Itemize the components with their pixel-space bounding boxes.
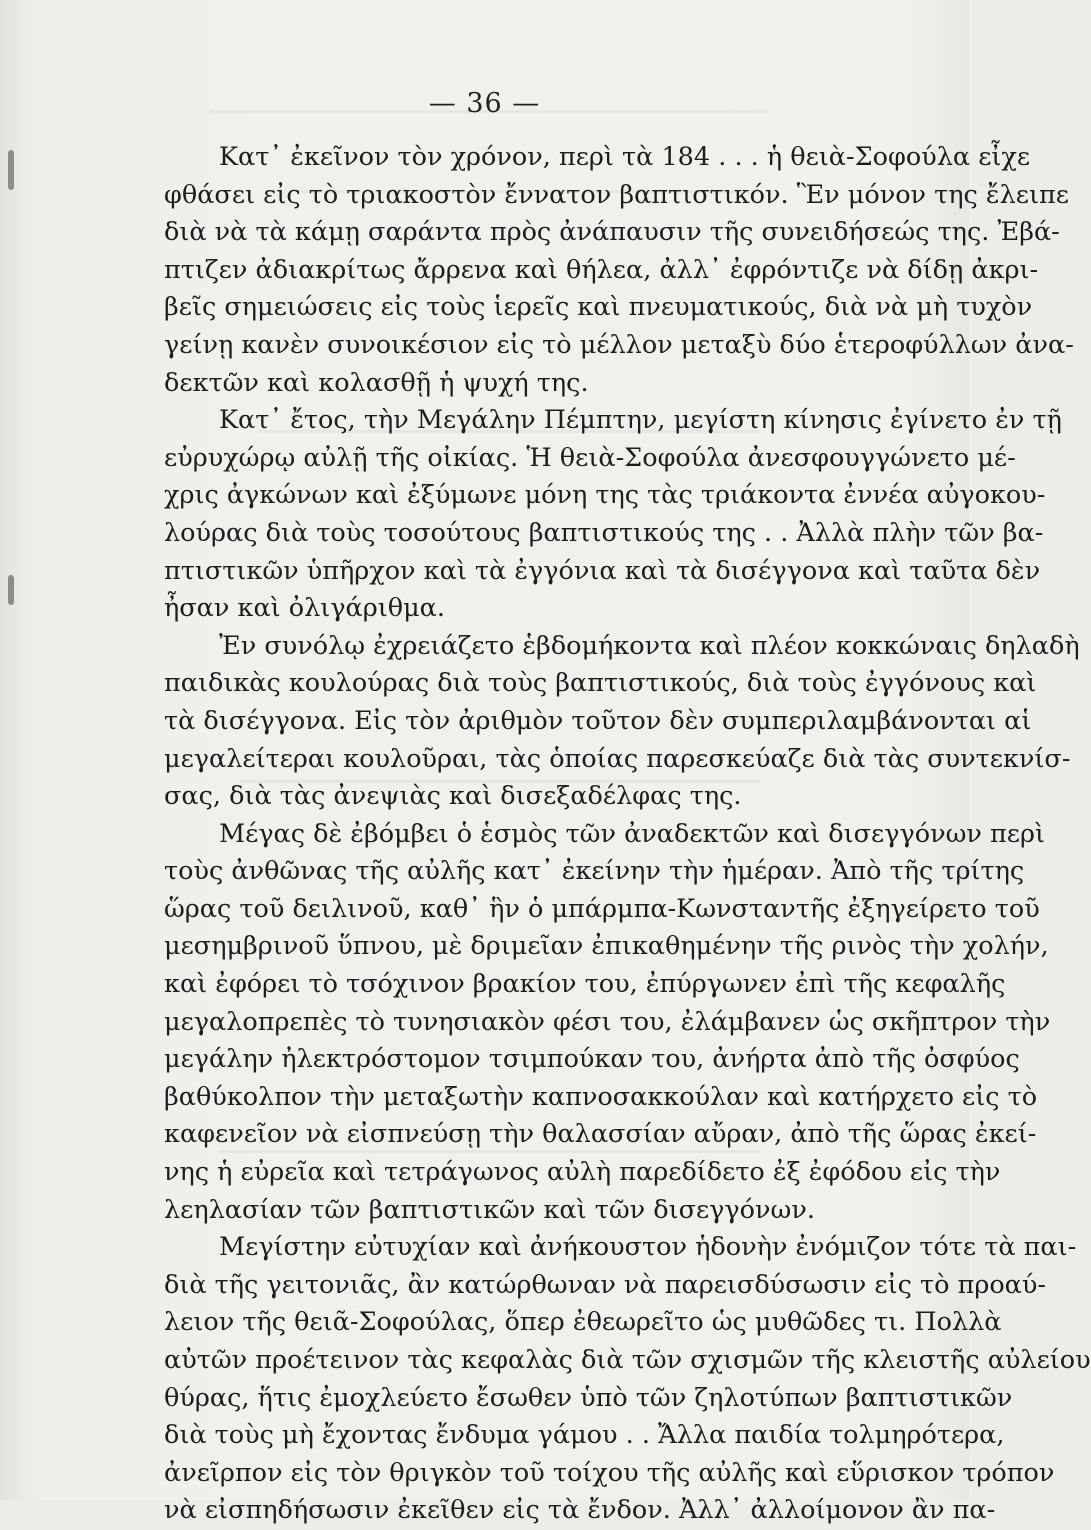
- text-line: θύρας, ἥτις ἐμοχλεύετο ἔσωθεν ὑπὸ τῶν ζηλοτύπων βαπτιστικῶν: [164, 1382, 1013, 1413]
- text-line: εὐρυχώρῳ αὐλῇ τῆς οἰκίας. Ἡ θειὰ-Σοφούλα ἀνεσφουγγώνετο μέ-: [164, 442, 1016, 473]
- text-line: μεσημβρινοῦ ὕπνου, μὲ δριμεῖαν ἐπικαθημένην τῆς ρινὸς τὴν χολήν,: [164, 931, 1049, 962]
- text-line: νὰ εἰσπηδήσωσιν ἐκεῖθεν εἰς τὰ ἔνδον. Ἀλλ᾽ ἀλλοίμονον ἂν πα-: [164, 1495, 996, 1526]
- page-number: — 36 —: [428, 88, 541, 119]
- text-line: ἀνεῖρπον εἰς τὸν θριγκὸν τοῦ τοίχου τῆς αὐλῆς καὶ εὕρισκον τρόπον: [164, 1457, 1055, 1488]
- text-line: σας, διὰ τὰς ἀνεψιὰς καὶ δισεξαδέλφας της.: [164, 781, 742, 812]
- text-line: λούρας διὰ τοὺς τοσούτους βαπτιστικούς της . . Ἀλλὰ πλὴν τῶν βα-: [164, 517, 1044, 548]
- text-line: βεῖς σημειώσεις εἰς τοὺς ἱερεῖς καὶ πνευματικούς, διὰ νὰ μὴ τυχὸν: [164, 292, 1033, 323]
- text-line: Μέγας δὲ ἐβόμβει ὁ ἑσμὸς τῶν ἀναδεκτῶν καὶ δισεγγόνων περὶ: [219, 818, 1045, 849]
- text-line: Ἐν συνόλῳ ἐχρειάζετο ἑβδομήκοντα καὶ πλέον κοκκώναις δηλαδὴ: [219, 630, 1080, 661]
- text-line: βαθύκολπον τὴν μεταξωτὴν καπνοσακκούλαν καὶ κατήρχετο εἰς τὸ: [164, 1081, 1038, 1112]
- text-line: διὰ νὰ τὰ κάμῃ σαράντα πρὸς ἀνάπαυσιν τῆς συνειδήσεώς της. Ἐβά-: [164, 217, 1060, 248]
- binding-shadow-mark: [8, 575, 14, 605]
- text-line: μεγαλοπρεπὲς τὸ τυνησιακὸν φέσι του, ἐλάμβανεν ὡς σκῆπτρον τὴν: [164, 1006, 1051, 1037]
- text-line: πτιζεν ἀδιακρίτως ἄρρενα καὶ θήλεα, ἀλλ᾽ ἐφρόντιζε νὰ δίδῃ ἀκρι-: [164, 254, 1039, 285]
- text-line: χρις ἀγκώνων καὶ ἐξύμωνε μόνη της τὰς τριάκοντα ἐννέα αὐγοκου-: [164, 480, 1046, 511]
- text-line: λεηλασίαν τῶν βαπτιστικῶν καὶ τῶν δισεγγόνων.: [164, 1194, 815, 1225]
- text-line: λειον τῆς θειᾶ-Σοφούλας, ὅπερ ἐθεωρεῖτο ὡς μυθῶδες τι. Πολλὰ: [164, 1307, 1002, 1338]
- text-line: Κατ᾽ ἔτος, τὴν Μεγάλην Πέμπτην, μεγίστη κίνησις ἐγίνετο ἐν τῇ: [219, 405, 1062, 436]
- text-line: καφενεῖον νὰ εἰσπνεύσῃ τὴν θαλασσίαν αὔραν, ἀπὸ τῆς ὥρας ἐκεί-: [164, 1119, 1037, 1150]
- text-line: καὶ ἐφόρει τὸ τσόχινον βρακίον του, ἐπύργωνεν ἐπὶ τῆς κεφαλῆς: [164, 969, 1006, 1000]
- binding-shadow-mark: [8, 150, 14, 190]
- body-text: [164, 139, 1091, 1530]
- text-line: παιδικὰς κουλούρας διὰ τοὺς βαπτιστικούς, διὰ τοὺς ἐγγόνους καὶ: [164, 668, 1037, 699]
- text-line: δεκτῶν καὶ κολασθῇ ἡ ψυχή της.: [164, 367, 589, 398]
- text-line: Κατ᾽ ἐκεῖνον τὸν χρόνον, περὶ τὰ 184 . . . ἡ θειὰ-Σοφούλα εἶχε: [219, 142, 1031, 172]
- text-line: γείνῃ κανὲν συνοικέσιον εἰς τὸ μέλλον μεταξὺ δύο ἑτεροφύλλων ἀνα-: [164, 329, 1074, 360]
- text-line: νης ἡ εὐρεῖα καὶ τετράγωνος αὐλὴ παρεδίδετο ἐξ ἐφόδου εἰς τὴν: [164, 1157, 1001, 1188]
- text-line: ὥρας τοῦ δειλινοῦ, καθ᾽ ἣν ὁ μπάρμπα-Κωνσταντῆς ἐξηγείρετο τοῦ: [164, 893, 1040, 924]
- text-line: αὐτῶν προέτεινον τὰς κεφαλὰς διὰ τῶν σχισμῶν τῆς κλειστῆς αὐλείου: [164, 1345, 1091, 1375]
- text-line: διὰ τοὺς μὴ ἔχοντας ἔνδυμα γάμου . . Ἄλλα παιδία τολμηρότερα,: [164, 1420, 1005, 1451]
- text-line: τὰ δισέγγονα. Εἰς τὸν ἀριθμὸν τοῦτον δὲν συμπεριλαμβάνονται αἱ: [164, 705, 1032, 736]
- text-line: πτιστικῶν ὑπῆρχον καὶ τὰ ἐγγόνια καὶ τὰ δισέγγονα καὶ ταῦτα δὲν: [164, 555, 1041, 586]
- text-line: μεγάλην ἠλεκτρόστομον τσιμπούκαν του, ἀνήρτα ἀπὸ τῆς ὀσφύος: [164, 1044, 1020, 1075]
- text-line: φθάσει εἰς τὸ τριακοστὸν ἔννατον βαπτιστικόν. Ἓν μόνον της ἔλειπε: [164, 179, 1069, 210]
- text-line: ἦσαν καὶ ὀλιγάριθμα.: [164, 593, 445, 624]
- text-line: τοὺς ἀνθῶνας τῆς αὐλῆς κατ᾽ ἐκείνην τὴν ἡμέραν. Ἀπὸ τῆς τρίτης: [164, 856, 1025, 887]
- text-line: Μεγίστην εὐτυχίαν καὶ ἀνήκουστον ἡδονὴν ἐνόμιζον τότε τὰ παι-: [219, 1232, 1077, 1263]
- text-line: διὰ τῆς γειτονιᾶς, ἂν κατώρθωναν νὰ παρεισδύσωσιν εἰς τὸ προαύ-: [164, 1269, 1047, 1300]
- text-line: μεγαλείτεραι κουλοῦραι, τὰς ὁποίας παρεσκεύαζε διὰ τὰς συντεκνίσ-: [164, 743, 1071, 774]
